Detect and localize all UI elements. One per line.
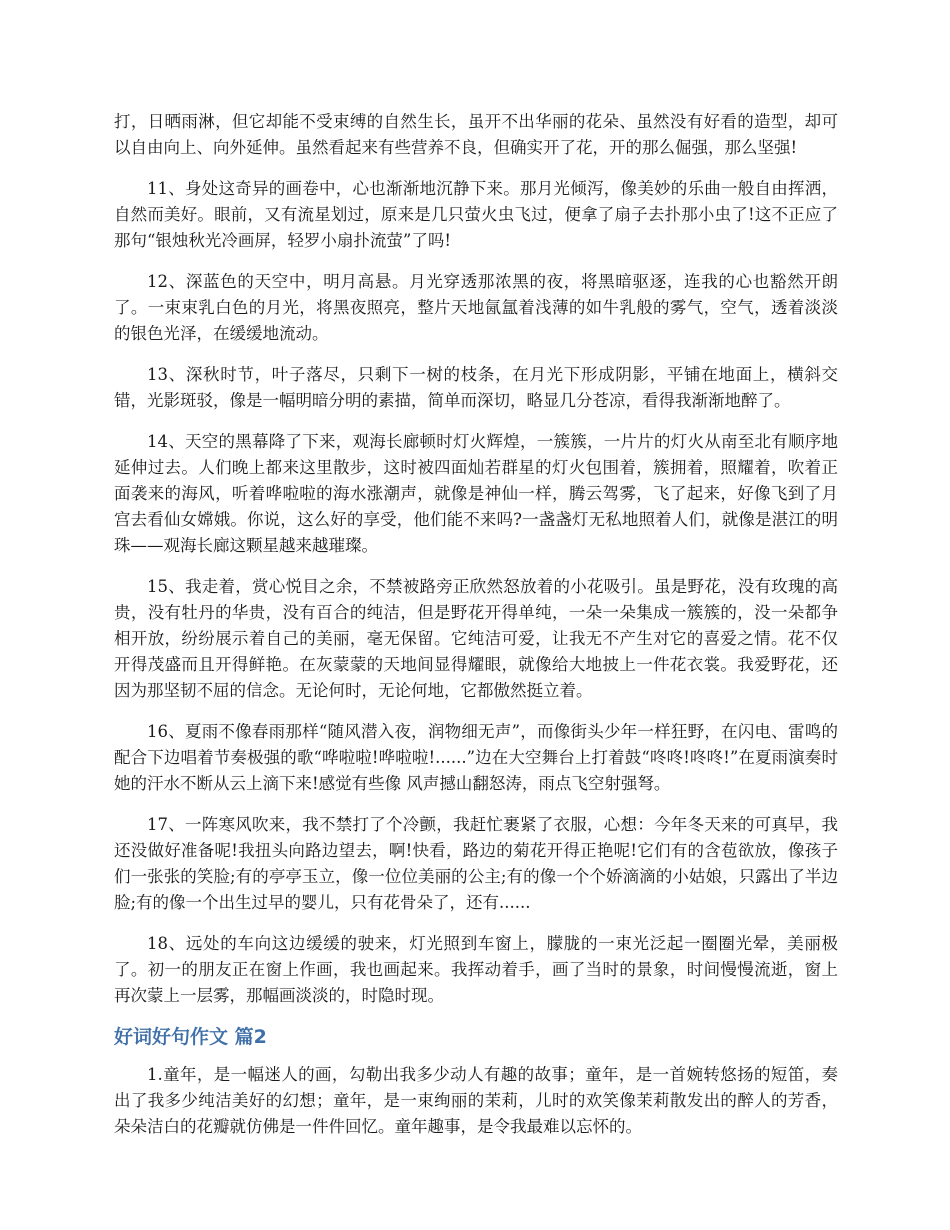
- paragraph-12: 12、深蓝色的天空中，明月高悬。月光穿透那浓黑的夜，将黑暗驱逐，连我的心也豁然开朗了。一束束乳白色的月光，将黑夜照亮，整片天地氤氲着浅薄的如牛乳般的雾气，空气，透着淡淡的银色光泽，在缓缓地流动。: [114, 272, 838, 343]
- section-heading: 好词好句作文 篇2: [114, 1026, 267, 1048]
- paragraph-17: 17、一阵寒风吹来，我不禁打了个冷颤，我赶忙裹紧了衣服，心想：今年冬天来的可真早，我还没做好准备呢!我扭头向路边望去，啊!快看，路边的菊花开得正艳呢!它们有的含苞欲放，像孩子们一张张的笑脸;有的亭亭玉立，像一位位美丽的公主;有的像一个个娇滴滴的小姑娘，只露出了半边脸;有的像一个出生过早的婴儿，只有花骨朵了，还有......: [114, 815, 838, 912]
- paragraph-16: 16、夏雨不像春雨那样“随风潜入夜，润物细无声”，而像街头少年一样狂野，在闪电、雷鸣的配合下边唱着节奏极强的歌“哗啦啦!哗啦啦!......”边在大空舞台上打着鼓“咚咚!咚咚!”在夏雨演奏时她的汗水不断从云上滴下来!感觉有些像 风声撼山翻怒涛，雨点飞空射强弩。: [114, 722, 838, 793]
- paragraph-14: 14、天空的黑幕降了下来，观海长廊顿时灯火辉煌，一簇簇，一片片的灯火从南至北有顺序地延伸过去。人们晚上都来这里散步，这时被四面灿若群星的灯火包围着，簇拥着，照耀着，吹着正面袭来的海风，听着哗啦啦的海水涨潮声，就像是神仙一样，腾云驾雾，飞了起来，好像飞到了月宫去看仙女嫦娥。你说，这么好的享受，他们能不来吗?一盏盏灯无私地照着人们，就像是湛江的明珠——观海长廊这颗星越来越璀璨。: [114, 432, 838, 555]
- paragraph-section2-1: 1.童年，是一幅迷人的画，勾勒出我多少动人有趣的故事；童年，是一首婉转悠扬的短笛，奏出了我多少纯洁美好的幻想；童年，是一束绚丽的茉莉，儿时的欢笑像茉莉散发出的醉人的芳香，朵朵洁白的花瓣就仿佛是一件件回忆。童年趣事，是令我最难以忘怀的。: [114, 1065, 838, 1136]
- paragraph-13: 13、深秋时节，叶子落尽，只剩下一树的枝条，在月光下形成阴影，平铺在地面上，横斜交错，光影斑驳，像是一幅明暗分明的素描，简单而深切，略显几分苍凉，看得我渐渐地醉了。: [114, 365, 838, 410]
- document-page: [114, 109, 838, 1155]
- paragraph-18: 18、远处的车向这边缓缓的驶来，灯光照到车窗上，朦胧的一束光泛起一圈圈光晕，美丽极了。初一的朋友正在窗上作画，我也画起来。我挥动着手，画了当时的景象，时间慢慢流逝，窗上再次蒙上一层雾，那幅画淡淡的，时隐时现。: [114, 934, 838, 1005]
- paragraph-15: 15、我走着，赏心悦目之余，不禁被路旁正欣然怒放着的小花吸引。虽是野花，没有玫瑰的高贵，没有牡丹的华贵，没有百合的纯洁，但是野花开得单纯，一朵一朵集成一簇簇的，没一朵都争相开放，纷纷展示着自己的美丽，毫无保留。它纯洁可爱，让我无不产生对它的喜爱之情。花不仅开得茂盛而且开得鲜艳。在灰蒙蒙的天地间显得耀眼，就像给大地披上一件花衣裳。我爱野花，还因为那坚韧不屈的信念。无论何时，无论何地，它都傲然挺立着。: [114, 577, 838, 700]
- paragraph-11: 11、身处这奇异的画卷中，心也渐渐地沉静下来。那月光倾泻，像美妙的乐曲一般自由挥洒，自然而美好。眼前，又有流星划过，原来是几只萤火虫飞过，便拿了扇子去扑那小虫了!这不正应了那句“银烛秋光冷画屏，轻罗小扇扑流萤”了吗!: [114, 179, 838, 250]
- paragraph-continued: 打，日晒雨淋，但它却能不受束缚的自然生长，虽开不出华丽的花朵、虽然没有好看的造型，却可以自由向上、向外延伸。虽然看起来有些营养不良，但确实开了花，开的那么倔强，那么坚强!: [114, 112, 838, 157]
